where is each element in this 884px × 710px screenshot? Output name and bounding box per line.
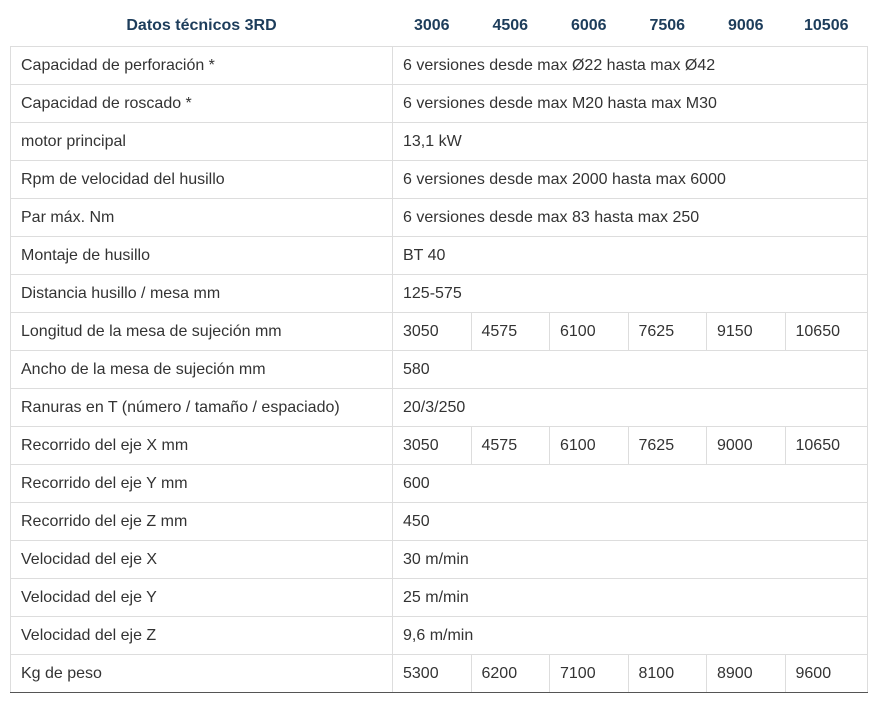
table-row <box>11 655 868 693</box>
table-body <box>11 47 868 693</box>
spec-label: Recorrido del eje Y mm <box>11 465 393 503</box>
spec-model-value: 8900 <box>707 655 786 693</box>
spec-label: Kg de peso <box>11 655 393 693</box>
spec-model-value: 4575 <box>471 427 550 465</box>
spec-value: 30 m/min <box>393 541 868 579</box>
spec-value: 580 <box>393 351 868 389</box>
spec-model-value: 3050 <box>393 313 472 351</box>
spec-model-value: 6200 <box>471 655 550 693</box>
table-row <box>11 465 868 503</box>
spec-value: 9,6 m/min <box>393 617 868 655</box>
spec-label: Longitud de la mesa de sujeción mm <box>11 313 393 351</box>
spec-label: Rpm de velocidad del husillo <box>11 161 393 199</box>
spec-label: Velocidad del eje Y <box>11 579 393 617</box>
tech-specs-table <box>10 6 868 693</box>
header-row <box>11 6 868 47</box>
spec-model-value: 9000 <box>707 427 786 465</box>
spec-value: 25 m/min <box>393 579 868 617</box>
tech-specs-container <box>10 6 867 693</box>
table-row <box>11 617 868 655</box>
spec-model-value: 7625 <box>628 427 707 465</box>
spec-label: Capacidad de roscado * <box>11 85 393 123</box>
spec-value: 6 versiones desde max 83 hasta max 250 <box>393 199 868 237</box>
table-row <box>11 85 868 123</box>
spec-model-value: 8100 <box>628 655 707 693</box>
model-header: 4506 <box>492 17 529 34</box>
spec-value: 6 versiones desde max M20 hasta max M30 <box>393 85 868 123</box>
spec-model-value: 6100 <box>550 427 629 465</box>
model-header: 3006 <box>413 17 450 34</box>
table-row <box>11 579 868 617</box>
spec-value: 13,1 kW <box>393 123 868 161</box>
table-row <box>11 427 868 465</box>
spec-label: motor principal <box>11 123 393 161</box>
spec-label: Ranuras en T (número / tamaño / espaciado) <box>11 389 393 427</box>
spec-label: Velocidad del eje Z <box>11 617 393 655</box>
spec-value: 600 <box>393 465 868 503</box>
spec-label: Capacidad de perforación * <box>11 47 393 85</box>
table-row <box>11 237 868 275</box>
spec-value: 125-575 <box>393 275 868 313</box>
spec-value: 20/3/250 <box>393 389 868 427</box>
model-header: 9006 <box>727 17 764 34</box>
table-row <box>11 313 868 351</box>
table-row <box>11 199 868 237</box>
spec-label: Ancho de la mesa de sujeción mm <box>11 351 393 389</box>
spec-value: 6 versiones desde max Ø22 hasta max Ø42 <box>393 47 868 85</box>
spec-model-value: 10650 <box>785 427 868 465</box>
table-row <box>11 503 868 541</box>
model-header: 6006 <box>570 17 607 34</box>
spec-value: 450 <box>393 503 868 541</box>
model-header: 7506 <box>649 17 686 34</box>
spec-value: BT 40 <box>393 237 868 275</box>
table-row <box>11 275 868 313</box>
model-header: 10506 <box>804 17 849 34</box>
spec-model-value: 3050 <box>393 427 472 465</box>
table-header <box>11 6 868 47</box>
table-row <box>11 389 868 427</box>
spec-model-value: 4575 <box>471 313 550 351</box>
spec-label: Velocidad del eje X <box>11 541 393 579</box>
table-row <box>11 161 868 199</box>
spec-label: Distancia husillo / mesa mm <box>11 275 393 313</box>
spec-model-value: 6100 <box>550 313 629 351</box>
spec-label: Montaje de husillo <box>11 237 393 275</box>
table-row <box>11 351 868 389</box>
table-title: Datos técnicos 3RD <box>126 17 277 34</box>
spec-label: Recorrido del eje X mm <box>11 427 393 465</box>
spec-model-value: 7625 <box>628 313 707 351</box>
spec-label: Par máx. Nm <box>11 199 393 237</box>
table-row <box>11 541 868 579</box>
spec-label: Recorrido del eje Z mm <box>11 503 393 541</box>
spec-value: 6 versiones desde max 2000 hasta max 6000 <box>393 161 868 199</box>
table-row <box>11 123 868 161</box>
spec-model-value: 10650 <box>785 313 868 351</box>
spec-model-value: 9150 <box>707 313 786 351</box>
table-row <box>11 47 868 85</box>
spec-model-value: 9600 <box>785 655 868 693</box>
spec-model-value: 5300 <box>393 655 472 693</box>
spec-model-value: 7100 <box>550 655 629 693</box>
